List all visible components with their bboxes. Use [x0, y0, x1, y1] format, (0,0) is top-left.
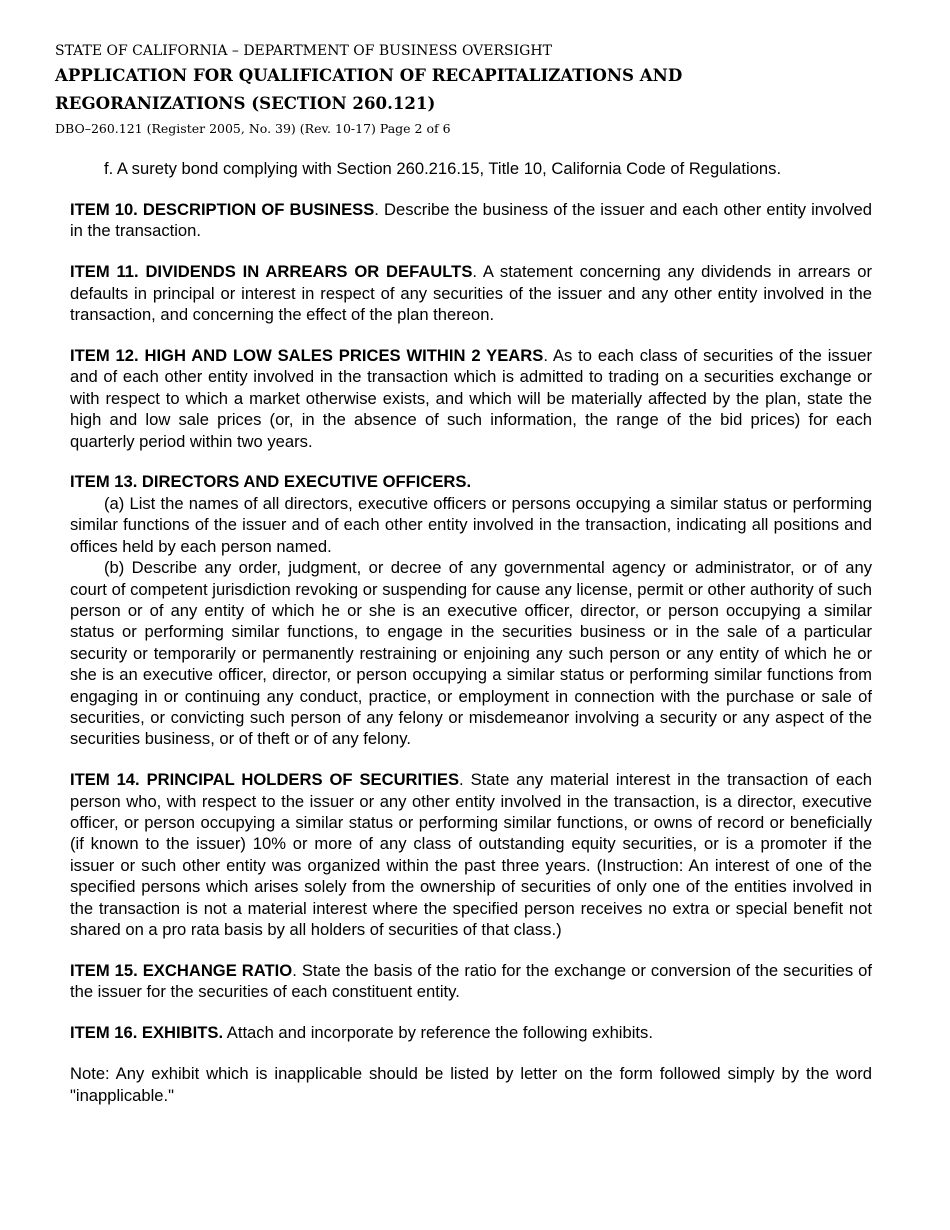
item-16-text: Attach and incorporate by reference the following exhibits.	[223, 1023, 653, 1043]
item-11-text: . A statement concerning any dividends in arrears or defaults in principal or interest in respect of any securities of the issuer and any other entity involved in the transaction, and concerning the effect of the plan thereon.	[70, 262, 872, 325]
item-15	[70, 960, 872, 1003]
item-14-text: . State any material interest in the transaction of each person who, with respect to the issuer or any other entity involved in the transaction, is a director, executive officer, or person occupying a similar status or performing similar functions, or owns of record or beneficially (if known to the issuer) 10% or more of any class of outstanding equity securities, or is a promoter if the issuer or such other entity was organized within the past three years. (Instruction: An interest of one of the specified persons which arises solely from the ownership of securities of only one of the entities involved in the transaction is not a material interest where the specified person receives no extra or special benefit not shared on a pro rata basis by all holders of securities of that class.)	[70, 770, 873, 940]
item-14	[70, 769, 872, 940]
item-12	[70, 345, 872, 452]
item-9f-surety-bond: f. A surety bond complying with Section 260.216.15, Title 10, California Code of Regulations.	[104, 159, 782, 178]
item-13-b: (b) Describe any order, judgment, or decree of any governmental agency or administrator, or of any court of competent jurisdiction revoking or suspending for cause any license, permit or other authority of such person or of any entity of which he or she is an executive officer, director, or person occupying a similar status or performing similar functions, to engage in the securities business or in the sale of a particular security or temporarily or permanently restraining or enjoining any such person or any entity of which he or she is an executive officer, director, or person occupying a similar status or performing similar functions from engaging in or continuing any conduct, practice, or employment in connection with the purchase or sale of securities, or convicting such person of any felony or misdemeanor involving a security or any aspect of the securities business, or of theft or of any felony.	[70, 558, 872, 749]
document-title-line-1: APPLICATION FOR QUALIFICATION OF RECAPITALIZATIONS AND	[55, 65, 683, 85]
item-16-heading: ITEM 16. EXHIBITS.	[70, 1023, 224, 1043]
item-10-heading: ITEM 10. DESCRIPTION OF BUSINESS	[70, 199, 375, 219]
document-body	[70, 158, 872, 1106]
item-12-text: . As to each class of securities of the issuer and of each other entity involved in the transaction which is admitted to trading on a securities exchange or with respect to which a market otherwise exists, and which will be materially affected by the plan, state the high and low sale prices (or, in the absence of such information, the range of the bid prices) for each quarterly period within two years.	[70, 345, 872, 451]
item-16	[70, 1022, 872, 1043]
item-14-heading: ITEM 14. PRINCIPAL HOLDERS OF SECURITIES	[70, 770, 460, 790]
item-15-heading: ITEM 15. EXCHANGE RATIO	[70, 961, 293, 980]
exhibits-note: Note: Any exhibit which is inapplicable should be listed by letter on the form followed simply by the word "inapplicable."	[70, 1064, 872, 1105]
item-12-heading: ITEM 12. HIGH AND LOW SALES PRICES WITHIN 2 YEARS	[70, 345, 544, 365]
item-11	[70, 261, 872, 325]
form-number-page-info: DBO–260.121 (Register 2005, No. 39) (Rev. 10-17) Page 2 of 6	[55, 121, 451, 136]
item-13-a: (a) List the names of all directors, executive officers or persons occupying a similar status or performing similar functions of the issuer and of each other entity involved in the transaction, indicating all positions and offices held by each person named.	[70, 493, 872, 556]
agency-line: STATE OF CALIFORNIA – DEPARTMENT OF BUSINESS OVERSIGHT	[55, 43, 552, 59]
item-10-text: . Describe the business of the issuer and each other entity involved in the transaction.	[70, 199, 872, 241]
item-10	[70, 199, 872, 242]
item-11-heading: ITEM 11. DIVIDENDS IN ARREARS OR DEFAULTS	[70, 262, 473, 282]
document-title-line-2: REGORANIZATIONS (SECTION 260.121)	[55, 93, 436, 113]
item-15-text: . State the basis of the ratio for the exchange or conversion of the securities of the issuer for the securities of each constituent entity.	[70, 961, 873, 1002]
item-13-heading-text: ITEM 13. DIRECTORS AND EXECUTIVE OFFICERS.	[70, 472, 472, 492]
item-13-heading	[70, 471, 872, 492]
